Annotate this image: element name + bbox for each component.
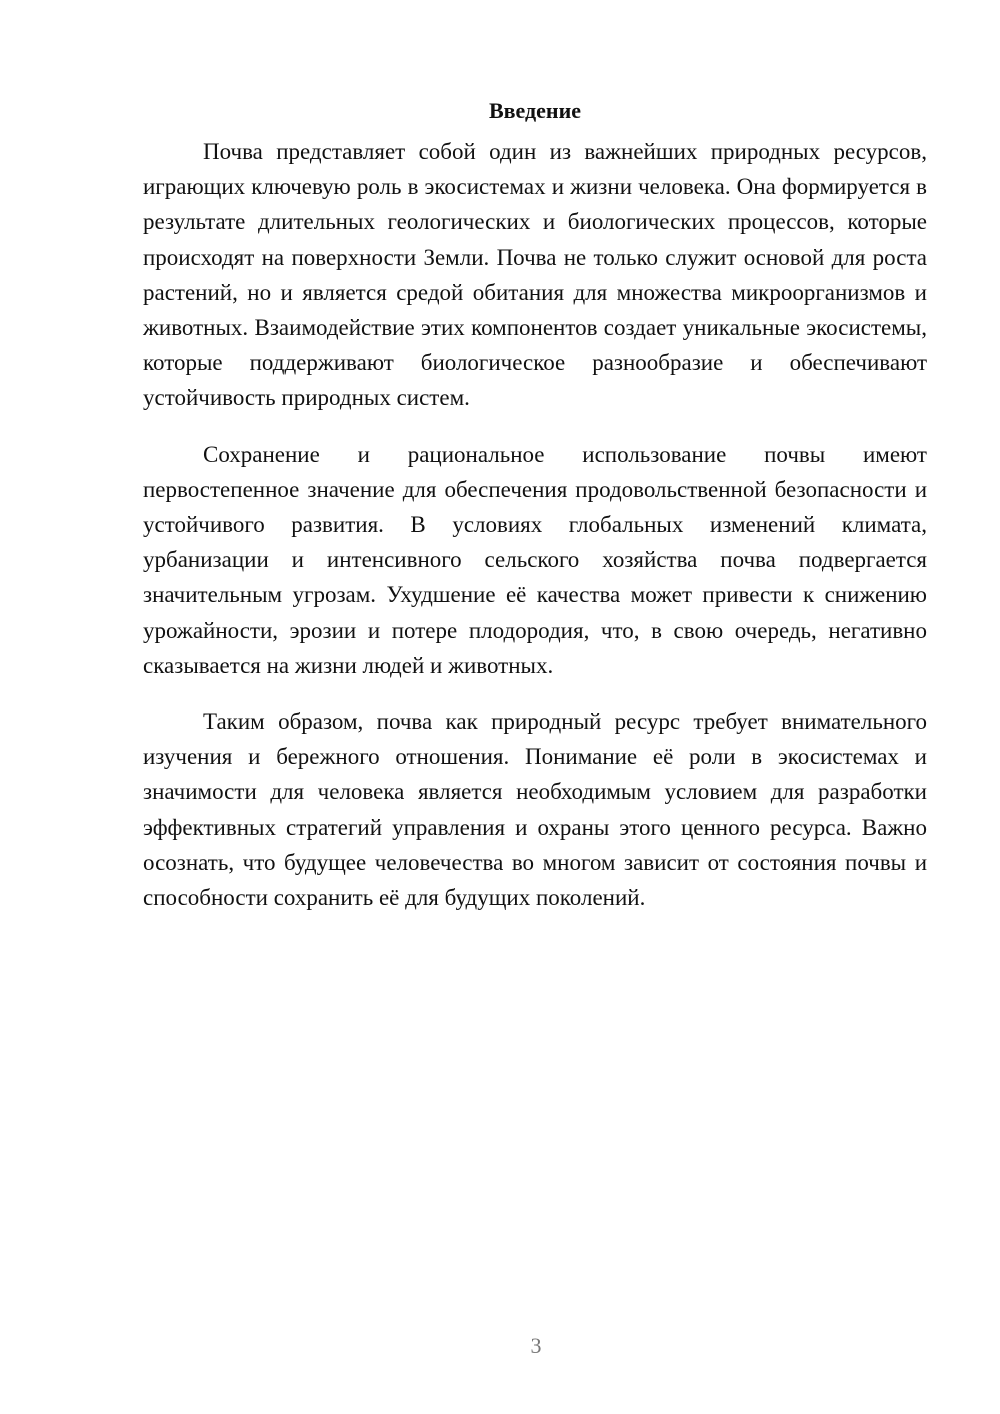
paragraph-1: Почва представляет собой один из важнейших природных ресурсов, играющих ключевую роль в экосистемах и жизни человека. Она формируется в результате длительных геологических и биологических процессов, которые происходят на поверхности Земли. Почва не только служит основой для роста растений, но и является средой обитания для множества микроорганизмов и животных. Взаимодействие этих компонентов создает уникальные экосистемы, которые поддерживают биологическое разнообразие и обеспечивают устойчивость природных систем. bbox=[143, 139, 927, 411]
paragraph-3: Таким образом, почва как природный ресурс требует внимательного изучения и бережного отношения. Понимание её роли в экосистемах и значимости для человека является необходимым условием для разработки эффективных стратегий управления и охраны этого ценного ресурса. Важно осознать, что будущее человечества во многом зависит от состояния почвы и способности сохранить её для будущих поколений. bbox=[143, 709, 927, 911]
section-title: Введение bbox=[488, 98, 582, 123]
page-number: 3 bbox=[530, 1333, 542, 1358]
paragraph-2: Сохранение и рациональное использование почвы имеют первостепенное значение для обеспечения продовольственной безопасности и устойчивого развития. В условиях глобальных изменений климата, урбанизации и интенсивного сельского хозяйства почва подвергается значительным угрозам. Ухудшение её качества может привести к снижению урожайности, эрозии и потере плодородия, что, в свою очередь, негативно сказывается на жизни людей и животных. bbox=[143, 441, 927, 678]
page-content bbox=[143, 96, 927, 936]
